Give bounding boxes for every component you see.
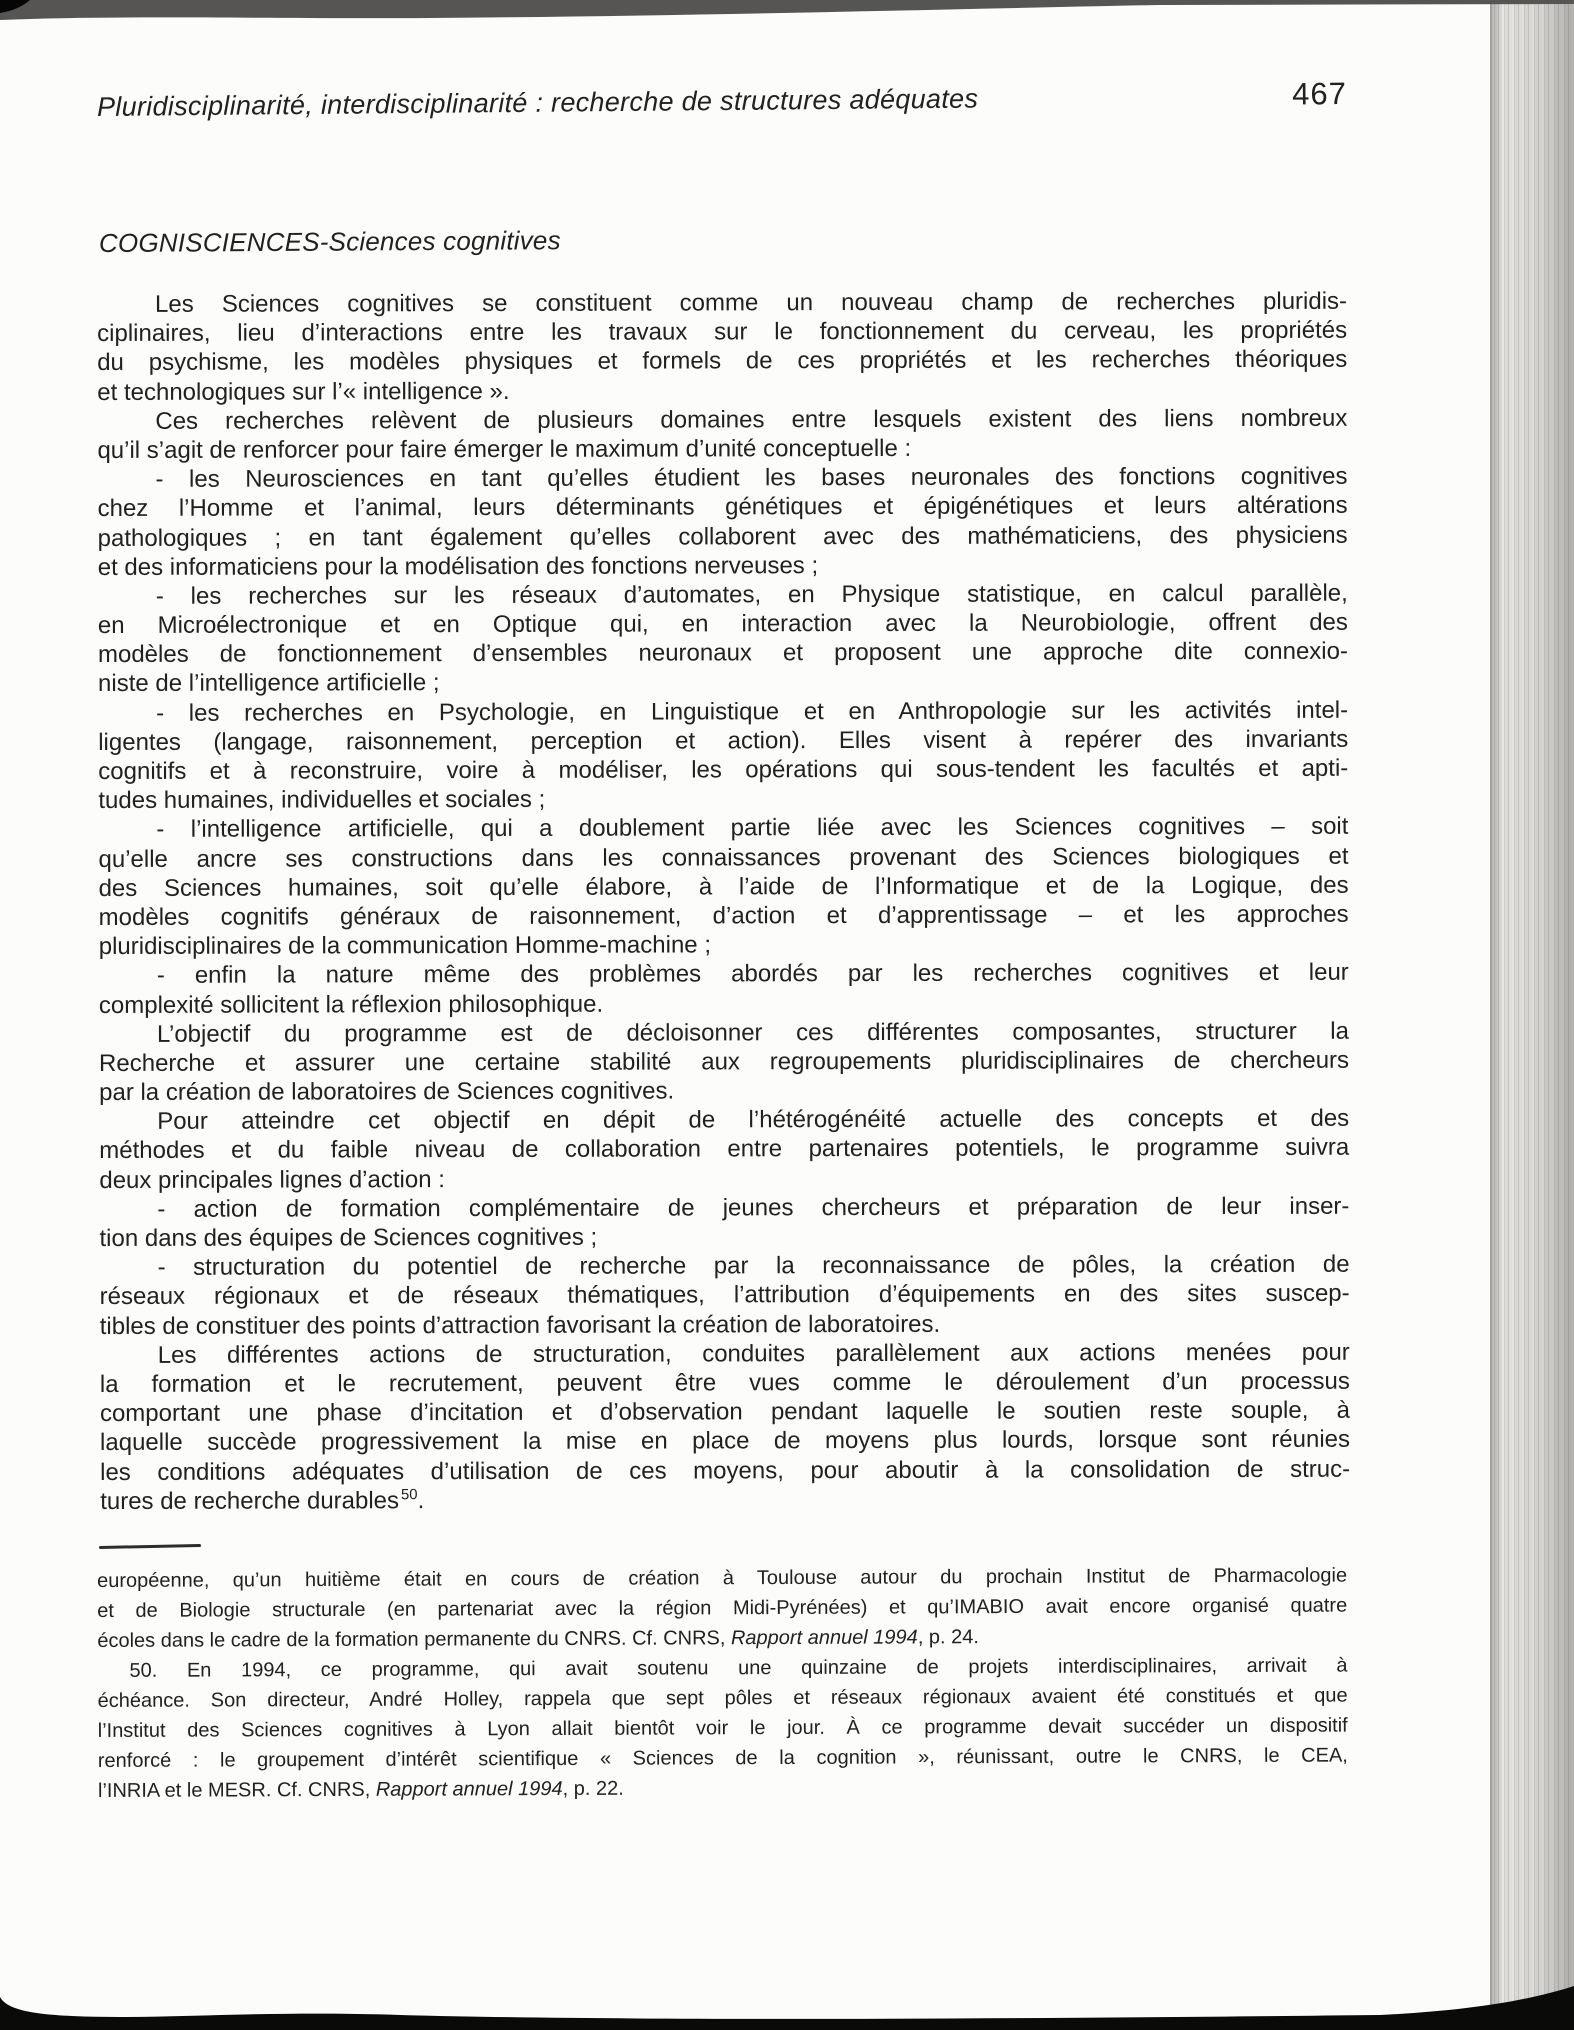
text-line: qu’elle ancre ses constructions dans les connaissances provenant des Sciences biologiques et xyxy=(98,842,1349,873)
text-line: des Sciences humaines, soit qu’elle élabore, à l’aide de l’Informatique et de la Logique, des xyxy=(98,871,1349,902)
footnotes xyxy=(97,1561,1348,1806)
paragraph xyxy=(98,579,1348,699)
text-line: Recherche et assurer une certaine stabilité aux regroupements pluridisciplinaires de chercheurs xyxy=(98,1046,1350,1077)
text-line: modèles cognitifs généraux de raisonnement, d’action et d’apprentissage – et les approches xyxy=(98,900,1349,931)
running-head-title: Pluridisciplinarité, interdisciplinarité : recherche de structures adéquates xyxy=(96,83,979,122)
text-line: tudes humaines, individuelles et sociales ; xyxy=(98,786,546,815)
text-line: européenne, qu’un huitième était en cours de création à Toulouse autour du prochain Institut de Pharmacologie xyxy=(97,1564,1348,1592)
text-line: réseaux régionaux et de réseaux thématiques, l’attribution d’équipements en des sites suscep- xyxy=(99,1280,1350,1311)
text-line: - les recherches sur les réseaux d’automates, en Physique statistique, en calcul parallèle, xyxy=(155,579,1348,610)
section-heading: COGNISCIENCES-Sciences cognitives xyxy=(98,225,561,258)
text-line: du psychisme, les modèles physiques et formels de ces propriétés et les recherches théoriques xyxy=(97,346,1348,377)
text-line: Les Sciences cognitives se constituent comme un nouveau champ de recherches pluridis- xyxy=(155,287,1348,318)
text-line: la formation et le recrutement, peuvent être vues comme le déroulement d’un processus xyxy=(99,1367,1350,1398)
paragraph xyxy=(97,462,1347,582)
paragraph xyxy=(100,1250,1350,1341)
text-line: cognitifs et à reconstruire, voire à modéliser, les opérations qui sous-tendent les facultés et apti- xyxy=(98,754,1349,785)
text-line: l’Institut des Sciences cognitives à Lyon allait bientôt voir le jour. À ce programme devait succéder un dispositif xyxy=(97,1714,1348,1742)
text-line: Pour atteindre cet objectif en dépit de l’hétérogénéité actuelle des concepts et des xyxy=(157,1104,1350,1136)
paragraph xyxy=(97,403,1347,465)
text-line: les conditions adéquates d’utilisation de ces moyens, pour aboutir à la consolidation de struc- xyxy=(100,1455,1351,1486)
paragraph xyxy=(99,1192,1349,1254)
paragraph xyxy=(99,1104,1349,1195)
text-line: ligentes (langage, raisonnement, perception et action). Elles visent à repérer des invariants xyxy=(98,725,1349,756)
text-line: pathologiques ; en tant également qu’elles collaborent avec des mathématiciens, des physiciens xyxy=(97,521,1348,552)
running-head xyxy=(97,76,1347,124)
text-line: tion dans des équipes de Sciences cognitives ; xyxy=(99,1223,598,1252)
text-line: niste de l’intelligence artificielle ; xyxy=(97,669,440,698)
text-line: - les recherches en Psychologie, en Linguistique et en Anthropologie sur les activités intel- xyxy=(156,696,1349,727)
text-line: Ces recherches relèvent de plusieurs domaines entre lesquels existent des liens nombreux xyxy=(155,404,1348,435)
paragraph xyxy=(99,958,1349,1020)
text-line: en Microélectronique et en Optique qui, en interaction avec la Neurobiologie, offrent des xyxy=(97,608,1348,640)
text-line: chez l’Homme et l’animal, leurs déterminants génétiques et épigénétiques et leurs altérations xyxy=(97,492,1348,523)
text-line: méthodes et du faible niveau de collaboration entre partenaires potentiels, le programme suivra xyxy=(99,1134,1350,1165)
footnote-rule xyxy=(99,1544,201,1549)
text-line: qu’il s’agit de renforcer pour faire émerger le maximum d’unité conceptuelle : xyxy=(97,434,912,464)
text-line: - les Neurosciences en tant qu’elles étudient les bases neuronales des fonctions cognitives xyxy=(155,462,1348,493)
text-line: - l’intelligence artificielle, qui a doublement partie liée avec les Sciences cognitives – soit xyxy=(156,813,1349,844)
text-line: écoles dans le cadre de la formation permanente du CNRS. Cf. CNRS, Rapport annuel 1994, p. 24. xyxy=(97,1626,979,1652)
text-line: - enfin la nature même des problèmes abordés par les recherches cognitives et leur xyxy=(156,959,1349,990)
text-line: laquelle succède progressivement la mise en place de moyens plus lourds, lorsque sont réunies xyxy=(99,1426,1351,1457)
text-line: - structuration du potentiel de recherche par la reconnaissance de pôles, la création de xyxy=(157,1250,1350,1282)
text-line: Les différentes actions de structuration, conduites parallèlement aux actions menées pour xyxy=(157,1338,1350,1369)
footnote-reference: 50 xyxy=(400,1486,418,1503)
text-line: complexité sollicitent la réflexion philosophique. xyxy=(98,990,604,1019)
text-line: et technologiques sur l’« intelligence ». xyxy=(97,377,510,406)
text-line: ciplinaires, lieu d’interactions entre les travaux sur le fonctionnement du cerveau, les propriétés xyxy=(97,316,1348,348)
text-line: L’objectif du programme est de décloisonner ces différentes composantes, structurer la xyxy=(156,1017,1349,1048)
page-number: 467 xyxy=(1292,76,1348,112)
text-line: - action de formation complémentaire de jeunes chercheurs et préparation de leur inser- xyxy=(157,1192,1350,1223)
paragraph xyxy=(98,695,1348,815)
paragraph xyxy=(98,812,1348,961)
text-line: l’INRIA et le MESR. Cf. CNRS, Rapport annuel 1994, p. 22. xyxy=(97,1777,624,1802)
text-line: deux principales lignes d’action : xyxy=(99,1165,445,1194)
paragraph xyxy=(97,1651,1348,1806)
text-line: échéance. Son directeur, André Holley, rappela que sept pôles et réseaux régionaux avaient été constitués et que xyxy=(97,1684,1348,1712)
text-line: pluridisciplinaires de la communication Homme-machine ; xyxy=(98,931,712,961)
paragraph xyxy=(97,1561,1347,1656)
body-text xyxy=(97,287,1350,1516)
paragraph xyxy=(99,1016,1349,1107)
paragraph xyxy=(100,1337,1350,1515)
text-line: comportant une phase d’incitation et d’observation pendant laquelle le soutien reste souple, à xyxy=(99,1396,1350,1428)
text-line: modèles de fonctionnement d’ensembles neuronaux et proposent une approche dite connexio- xyxy=(97,637,1348,669)
text-line: tibles de constituer des points d’attraction favorisant la création de laboratoires. xyxy=(99,1310,941,1340)
paragraph xyxy=(97,287,1347,407)
text-line: renforcé : le groupement d’intérêt scientifique « Sciences de la cognition », réunissant, outre le CNRS, le CEA, xyxy=(97,1744,1348,1772)
text-line: tures de recherche durables $^{50}$. xyxy=(100,1486,425,1515)
text-line: 50. En 1994, ce programme, qui avait soutenu une quinzaine de projets interdisciplinaires, arrivait à xyxy=(129,1654,1348,1682)
text-line: et des informaticiens pour la modélisation des fonctions nerveuses ; xyxy=(97,551,819,581)
text-line: par la création de laboratoires de Sciences cognitives. xyxy=(99,1077,675,1107)
text-line: et de Biologie structurale (en partenariat avec la région Midi-Pyrénées) et qu’IMABIO avait encore organisé quatre xyxy=(97,1594,1348,1622)
